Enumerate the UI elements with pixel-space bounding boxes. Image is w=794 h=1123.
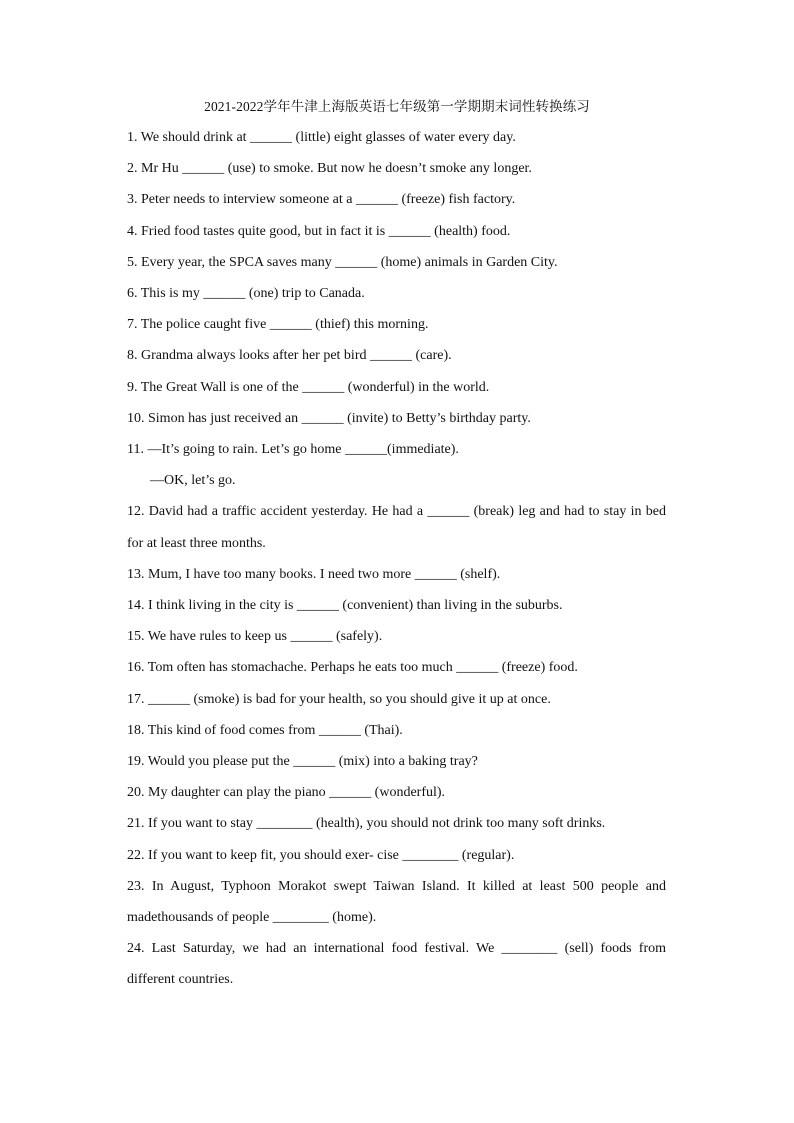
question-2: 2. Mr Hu ______ (use) to smoke. But now he doesn’t smoke any longer.	[127, 161, 532, 177]
question-3: 3. Peter needs to interview someone at a ______ (freeze) fish factory.	[127, 192, 516, 208]
question-19: 19. Would you please put the ______ (mix) into a baking tray?	[127, 754, 478, 770]
question-4: 4. Fried food tastes quite good, but in fact it is ______ (health) food.	[127, 223, 511, 239]
question-20: 20. My daughter can play the piano ______ (wonderful).	[127, 785, 446, 801]
question-7: 7. The police caught five ______ (thief) this morning.	[127, 317, 429, 333]
question-12: 12. David had a traffic accident yesterday. He had a ______ (break) leg and had to stay in bed for at least three months.	[127, 504, 666, 551]
question-11: 11. —It’s going to rain. Let’s go home ______(immediate).	[127, 442, 459, 458]
question-14: 14. I think living in the city is ______ (convenient) than living in the suburbs.	[127, 598, 563, 614]
question-6: 6. This is my ______ (one) trip to Canada.	[127, 286, 365, 302]
question-17: 17. ______ (smoke) is bad for your health, so you should give it up at once.	[127, 691, 551, 707]
question-5: 5. Every year, the SPCA saves many ______ (home) animals in Garden City.	[127, 254, 558, 270]
question-24: 24. Last Saturday, we had an international food festival. We ________ (sell) foods from different countries.	[127, 941, 666, 988]
page-title: 2021-2022学年牛津上海版英语七年级第一学期期末词性转换练习	[204, 99, 590, 114]
question-21: 21. If you want to stay ________ (health), you should not drink too many soft drinks.	[127, 816, 606, 832]
question-13: 13. Mum, I have too many books. I need two more ______ (shelf).	[127, 566, 501, 582]
question-22: 22. If you want to keep fit, you should exer- cise ________ (regular).	[127, 847, 515, 863]
question-15: 15. We have rules to keep us ______ (safely).	[127, 629, 383, 645]
question-1: 1. We should drink at ______ (little) eight glasses of water every day.	[127, 130, 516, 145]
question-23: 23. In August, Typhoon Morakot swept Taiwan Island. It killed at least 500 people and madethousands of people ________ (home).	[127, 878, 666, 926]
question-18: 18. This kind of food comes from ______ (Thai).	[127, 722, 403, 738]
question-11-reply: —OK, let’s go.	[150, 473, 236, 489]
question-list	[127, 122, 666, 996]
question-10: 10. Simon has just received an ______ (invite) to Betty’s birthday party.	[127, 410, 531, 426]
question-8: 8. Grandma always looks after her pet bird ______ (care).	[127, 348, 452, 364]
question-16: 16. Tom often has stomachache. Perhaps he eats too much ______ (freeze) food.	[127, 660, 578, 676]
question-9: 9. The Great Wall is one of the ______ (wonderful) in the world.	[127, 379, 490, 395]
